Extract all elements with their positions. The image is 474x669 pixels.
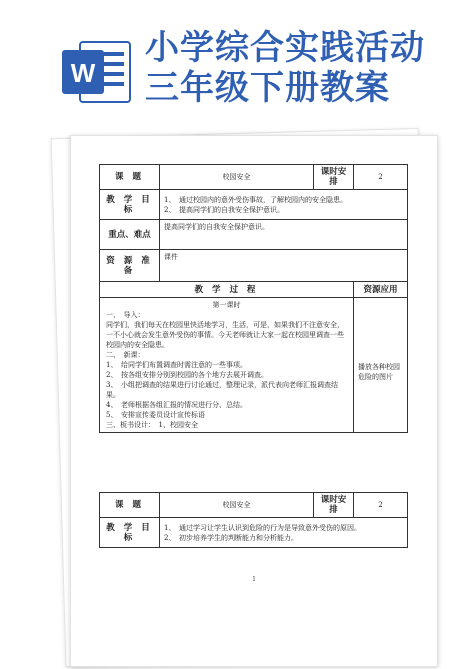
resources-value: 课件 — [160, 250, 408, 282]
goals-cell — [160, 190, 408, 220]
schedule-label: 课时安排 — [314, 165, 354, 190]
page-title — [145, 28, 425, 108]
header-banner — [0, 0, 474, 120]
process-line: 4、 老师根据各组汇报的情况进行分、总结。 — [106, 401, 247, 409]
schedule-value: 2 — [354, 493, 408, 518]
resource-app-value: 播放各种校园危险的图片 — [354, 298, 408, 433]
process-line: 二、 新课： — [106, 351, 145, 359]
goal-item: 1、 通过校园内的意外受伤事故，了解校园内的安全隐患。 — [164, 195, 347, 204]
goal-item: 1、 通过学习让学生认识到危险的行为是导致意外受伤的原因。 — [164, 523, 361, 532]
resource-app-label: 资源应用 — [354, 282, 408, 298]
lesson-label: 第一课时 — [212, 301, 241, 309]
goals-label: 教 学 目 标 — [100, 190, 160, 220]
title-line-1: 小学综合实践活动 — [145, 28, 425, 68]
word-document-icon — [60, 40, 132, 104]
process-line: 三、板书设计： 1、校园安全 — [106, 421, 198, 429]
title-line-2: 三年级下册教案 — [145, 68, 390, 108]
lesson-plan-table-2 — [99, 492, 408, 548]
process-line: 1、 给同学们布置调查时需注意的一些事项。 — [106, 361, 247, 369]
resources-label: 资 源 准 备 — [100, 250, 160, 282]
process-line: 5、 安排宣传委员设计宣传标语 — [106, 411, 205, 419]
keypoints-value: 提高同学们的自我安全保护意识。 — [160, 220, 408, 250]
schedule-value: 2 — [354, 165, 408, 190]
goals-label: 教 学 目 标 — [100, 518, 160, 548]
page-number: 1 — [252, 576, 256, 583]
process-line: 同学们，我们每天在校园里快活地学习，生活，可是，如果我们不注意安全，一不小心就会发生意外受伤的事情。今天老师就让大家一起在校园里调查一些校园内的安全隐患。 — [106, 321, 344, 349]
topic-label: 课 题 — [100, 165, 160, 190]
process-line: 3、 小组把调查的结果进行讨论通过，整理记录，派代表向老师汇报调查结果。 — [106, 381, 338, 399]
goal-item: 2、 提高同学们的自我安全保护意识。 — [164, 205, 284, 214]
topic-value: 校园安全 — [160, 493, 314, 518]
topic-label: 课 题 — [100, 493, 160, 518]
topic-value: 校园安全 — [160, 165, 314, 190]
logo-letter: W — [70, 58, 96, 88]
process-cell — [100, 298, 354, 433]
keypoints-label: 重点、难点 — [100, 220, 160, 250]
lesson-plan-table-1 — [99, 164, 408, 433]
goal-item: 2、 初步培养学生的判断能力和分析能力。 — [164, 533, 298, 542]
document-page — [70, 135, 438, 667]
process-line: 一、 导入： — [106, 311, 145, 319]
goals-cell — [160, 518, 408, 548]
process-line: 2、 按各组安排分别到校园的各个地方去展开调查。 — [106, 371, 268, 379]
schedule-label: 课时安排 — [314, 493, 354, 518]
process-label: 教 学 过 程 — [100, 282, 354, 298]
